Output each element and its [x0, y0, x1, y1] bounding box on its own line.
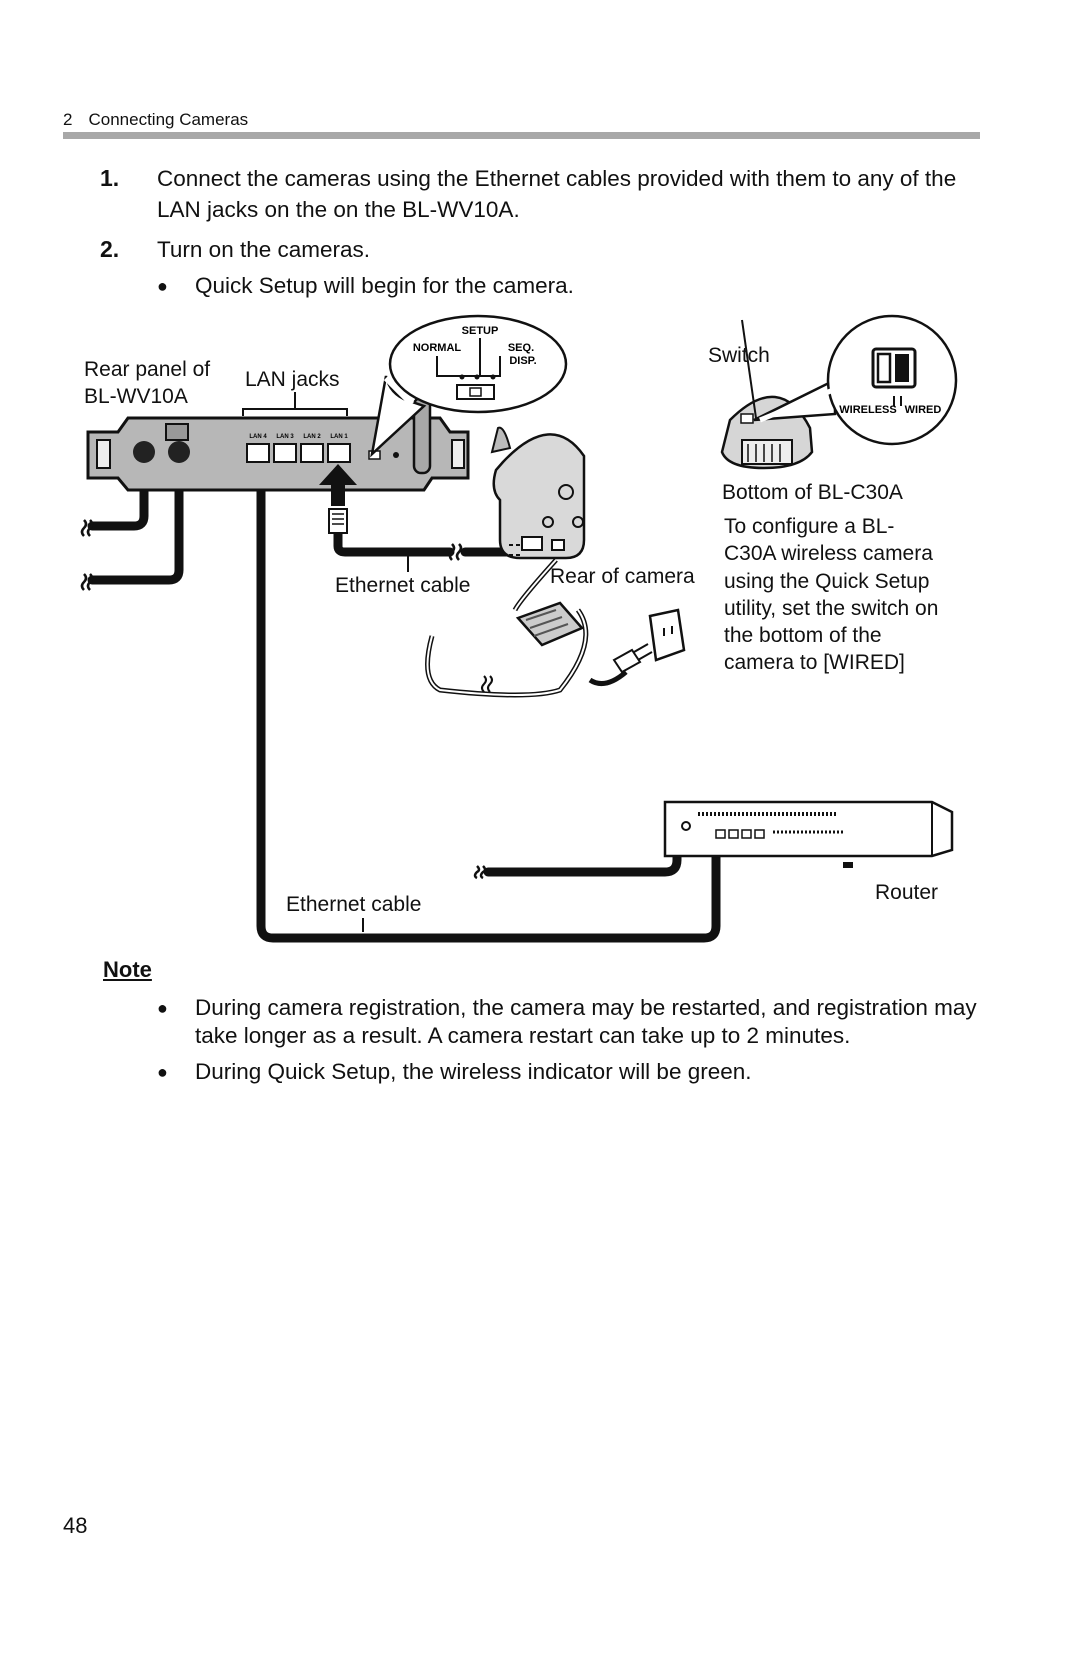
lan-port-label: LAN 4 — [249, 434, 267, 440]
bullet-icon: ● — [157, 276, 168, 296]
setup-title: SETUP — [461, 325, 499, 337]
lan-jacks-label: LAN jacks — [245, 368, 340, 391]
chapter-title: Connecting Cameras — [88, 110, 249, 129]
note-heading: Note — [103, 957, 152, 982]
setup-seq: SEQ. — [507, 342, 535, 354]
configure-note-line: To configure a BL- — [724, 515, 895, 538]
configure-note-line: utility, set the switch on — [724, 596, 939, 620]
rear-panel-label: Rear panel of BL-WV10A — [84, 358, 211, 408]
configure-note-line: C30A wireless camera — [724, 542, 933, 566]
lan-port-label: LAN 3 — [276, 434, 294, 440]
lan-jacks-bracket — [243, 392, 347, 416]
page-number: 48 — [63, 1513, 88, 1538]
step-text: Connect the cameras using the Ethernet cables provided with them to any of the LAN jacks on the on the BL-WV10A. — [157, 166, 957, 222]
setup-disp: DISP. — [509, 355, 537, 367]
lan-port-label: LAN 1 — [330, 434, 348, 440]
configure-note — [724, 513, 938, 677]
step-number: 1. — [100, 165, 120, 191]
configure-note-line: camera to [WIRED] — [724, 651, 905, 675]
note-item-text: During Quick Setup, the wireless indicator will be green. — [195, 1059, 752, 1084]
switch-wireless: WIRELESS — [839, 404, 897, 416]
lan-port-label: LAN 2 — [303, 434, 321, 440]
camera-device — [492, 428, 584, 558]
bullet-icon: ● — [157, 998, 168, 1018]
ethernet-cable-label-1: Ethernet cable — [335, 574, 471, 597]
router-label: Router — [875, 881, 939, 904]
chapter-number: 2 — [63, 110, 73, 129]
setup-normal: NORMAL — [412, 342, 462, 354]
cables — [92, 455, 716, 938]
note-item-text: During camera registration, the camera may be restarted, and registration may take longer as a result. A camera restart can take up to 2 minutes. — [195, 995, 977, 1048]
configure-note-line: using the Quick Setup — [724, 569, 930, 593]
configure-note-line: the bottom of the — [724, 624, 882, 648]
step-number: 2. — [100, 236, 120, 262]
ethernet-cable-label-2: Ethernet cable — [286, 893, 422, 916]
bullet-text: Quick Setup will begin for the camera. — [195, 273, 574, 298]
ethernet-cable-router-2 — [488, 828, 677, 872]
rj45-plug-icon — [329, 509, 347, 533]
bottom-label: Bottom of BL-C30A — [722, 481, 903, 504]
ethernet-cable-camera-a — [338, 534, 450, 552]
step-text: Turn on the cameras. — [157, 237, 371, 262]
rear-of-camera-label: Rear of camera — [550, 565, 695, 588]
switch-wired: WIRED — [904, 404, 942, 416]
bullet-icon: ● — [157, 1062, 168, 1082]
router-device — [665, 802, 952, 868]
switch-label: Switch — [708, 344, 770, 367]
